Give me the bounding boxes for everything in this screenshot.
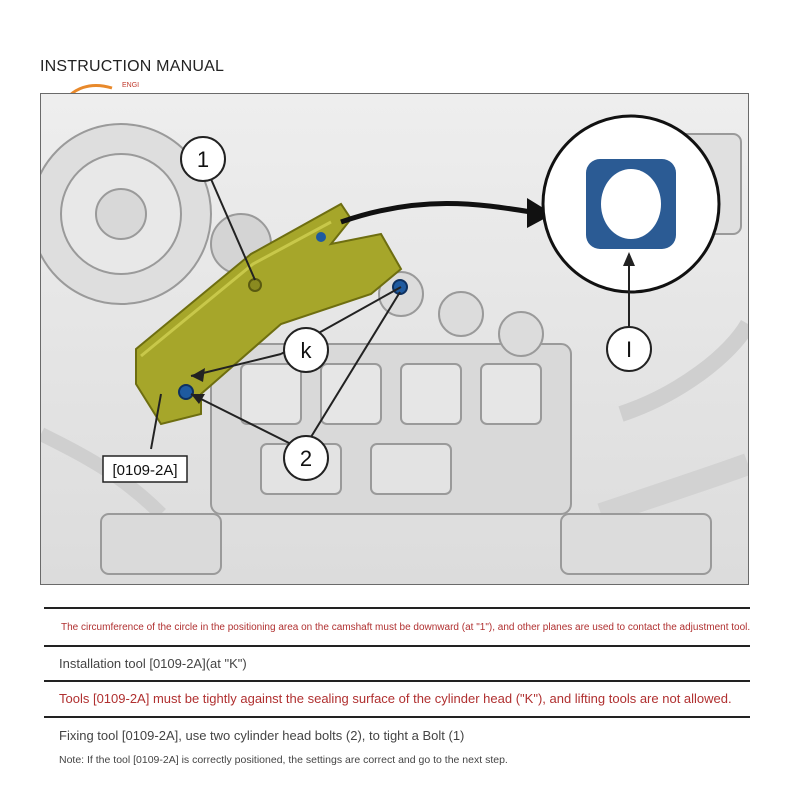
engine-illustration [41, 94, 748, 584]
logo-small-text: ENGI [122, 82, 140, 89]
instruction-row-4: Fixing tool [0109-2A], use two cylinder head bolts (2), to tight a Bolt (1) [59, 728, 465, 743]
callout-k-label: k [300, 338, 312, 363]
instruction-note: Note: If the tool [0109-2A] is correctly positioned, the settings are correct and go to the next step. [59, 754, 508, 766]
callout-2 [284, 436, 328, 480]
instruction-row-3: Tools [0109-2A] must be tightly against the sealing surface of the cylinder head ("K"), and lifting tools are not allowed. [59, 691, 732, 706]
instruction-row-2: Installation tool [0109-2A](at "K") [59, 656, 247, 671]
page-title: INSTRUCTION MANUAL [40, 58, 225, 75]
table-rule-top [44, 607, 750, 609]
instruction-row-1: The circumference of the circle in the positioning area on the camshaft must be downward (at "1"), and other planes are used to contact the adjustment tool. [61, 622, 751, 633]
callout-k [284, 328, 328, 372]
tool-id-label: [0109-2A] [112, 462, 178, 479]
callout-l [607, 327, 651, 371]
table-rule-2 [44, 680, 750, 682]
callout-2-label: 2 [299, 446, 313, 471]
table-rule-1 [44, 645, 750, 647]
table-rule-3 [44, 716, 750, 718]
callout-tool-id [103, 456, 187, 482]
callout-l-label: I [625, 337, 633, 362]
callout-1 [181, 137, 225, 181]
callout-1-label: 1 [196, 147, 210, 172]
engine-figure [40, 93, 749, 585]
